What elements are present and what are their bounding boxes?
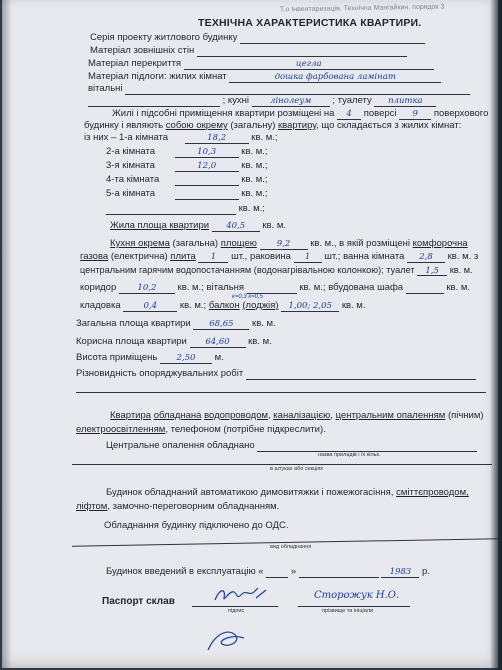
vitalni-field [125,83,470,95]
slab-field [184,58,434,70]
kitchen-stove-word: комфорочна [412,238,468,249]
ods-note: вид обладнання [270,544,312,550]
kitchen-text-4: шт., раковина [231,251,291,262]
vitalni-label: вітальні [88,83,123,94]
signature-mark [212,584,272,606]
room-6-unit: кв. м.; [238,203,265,214]
slab-value: цегла [295,59,322,69]
room-row-3 [106,160,268,172]
residential-text-5: (загальну) [230,120,276,131]
corridor-text-2: кв. м.; вбудована шафа [299,282,404,293]
walls-label: Матеріал зовнішніх стін [90,45,195,56]
toilet-floor-label: ; туалету [332,95,372,106]
finishing-row [76,368,476,380]
kitchen-gas-word: газова [80,251,109,262]
plate-count-field [198,251,228,263]
residential-text-1: Жилі і підсобні приміщення квартири розміщені на [112,108,335,119]
ods-label: Обладнання будинку підключено до ОДС. [104,520,289,531]
building-row-2 [76,501,279,513]
room-6-field [106,203,236,215]
equipped-stove-heating: (пічним) [447,410,484,421]
storage-text-1: кв. м.; [179,300,207,311]
floor-number-value: 4 [346,109,352,119]
living-area-label: Жила площа квартири [110,220,210,231]
storage-field [123,300,177,312]
kitchen-area-value: 9,2 [276,239,291,249]
header-bleed-text: Т.о Інвентаризація. Технічна Мангайкин. порядок 3 [279,3,445,14]
slab-row [88,58,434,70]
room-1-value: 18,2 [207,133,227,143]
height-value: 2,50 [176,353,196,363]
room-5-field [175,188,239,200]
series-row [90,32,425,44]
room-4-unit: кв. м.; [241,174,268,185]
corridor-text-1: кв. м.; вітальня [177,282,245,293]
vitalni-row [88,83,470,95]
room-4-label: 4-та кімната [106,174,160,185]
useful-area-field [190,336,246,348]
useful-area-label: Корисна площа квартири [76,336,187,347]
storage-label: кладовка [80,300,121,311]
finishing-label: Різновидність опоряджувальних робіт [76,368,244,379]
bath-value: 2,8 [419,252,433,262]
commissioning-month-field [299,566,379,578]
apartment-word: квартиру [278,120,317,131]
corridor-row [80,282,470,294]
rooms-intro-label: із них – 1-а кімната [84,132,168,143]
living-area-row [110,220,286,232]
total-area-value: 68,65 [209,319,234,329]
heating-field [257,440,477,452]
coefficient-note: к=0,3 к=0,5 [232,294,264,300]
kitchen-text-3: (електрична) [110,251,168,262]
balcony-field [281,300,339,312]
room-2-field [175,146,239,158]
toilet-floor-field [374,95,436,107]
equipped-phone: , телефоном (потрібне підкреслити). [165,424,326,435]
building-elevator: ліфтом [76,501,108,512]
passport-label: Паспорт склав [102,596,175,607]
floors-total-field [399,108,431,120]
height-field [160,352,212,364]
sink-count-value: 1 [304,252,311,262]
living-area-unit: кв. м. [262,220,287,231]
kitchen-floor-blank [88,95,220,107]
walls-field [197,45,407,57]
walls-row [90,45,407,57]
equipped-word: обладнана [153,410,202,421]
floor-label: Матеріал підлоги: жилих кімнат [88,71,227,82]
room-4-field [175,174,239,186]
loggia-word: (лоджія) [242,300,279,311]
residential-row-2 [84,120,461,132]
room-2-label: 2-а кімната [106,146,156,157]
kitchen-row-3 [80,264,473,276]
room-3-value: 12,0 [197,161,217,171]
equipped-row-2 [76,424,326,436]
height-label: Висота приміщень [76,352,158,363]
background-edge [490,0,502,670]
building-text-2: , замочно-переговорним обладнанням. [107,501,280,512]
commissioning-quote: » [290,566,297,577]
heating-line-2 [72,464,492,465]
kitchen-text-2: кв. м., в якій розміщені [310,238,410,249]
commissioning-year-field [381,566,419,578]
name-note: прізвище та ініціали [322,608,374,614]
kitchen-area-word: площею [220,238,257,249]
kitchen-plate-word: плита [170,251,196,262]
kitchen-row-2 [80,251,478,263]
passport-name: Сторожук Н.О. [314,590,400,601]
room-5-label: 5-а кімната [106,188,156,199]
room-3-field [175,160,239,172]
room-2-value: 10,3 [197,147,217,157]
signature-line [192,606,278,607]
equipped-lead: Квартира [110,410,152,421]
room-row-1 [84,132,278,144]
toilet-area-value: 1,5 [425,266,439,276]
total-area-field [193,318,249,330]
equipped-electricity: електроосвітленням [76,424,166,435]
room-3-unit: кв. м.; [241,160,268,171]
height-unit: м. [214,352,224,363]
sink-count-field [294,251,322,263]
room-row-2 [106,146,268,158]
kitchen-text-5: шт.; ванна кімната [324,251,405,262]
useful-area-row [76,336,272,348]
document-sheet [2,0,498,668]
room-1-field [185,132,249,144]
storage-text-2: кв. м. [341,300,366,311]
kitchen-floor-field [252,95,330,107]
building-garbage-chute: сміттєпроводом, [396,487,469,498]
kitchen-area-field [260,238,308,250]
separate-apartment-word: собою окрему [165,120,228,131]
commissioning-label: Будинок введений в експлуатацію « [106,566,264,577]
residential-text-6: , що складається з жилих кімнат: [316,120,462,131]
commissioning-row [106,566,430,578]
page-fold-shadow [2,0,12,668]
stray-ink-mark [202,620,252,660]
kitchen-row-1 [110,238,468,250]
floor-number-field [337,108,361,120]
height-row [76,352,224,364]
living-area-field [212,220,260,232]
residential-row-1 [112,108,488,120]
name-line [298,606,410,607]
page-title: ТЕХНІЧНА ХАРАКТЕРИСТИКА КВАРТИРИ. [198,17,422,29]
ods-row [104,520,289,532]
corridor-label: коридор [80,282,117,293]
balcony-value: 1,00; 2,05 [288,301,332,311]
useful-area-unit: кв. м. [248,336,272,347]
residential-text-2: поверсі [363,108,397,119]
slab-label: Матеріал перекриття [88,58,182,69]
kitchen-floor-row [88,95,436,107]
total-area-label: Загальна площа квартири [76,318,191,329]
kitchen-text-8: кв. м. [449,265,473,275]
toilet-area-field [417,264,447,276]
commissioning-year-value: 1983 [389,567,412,577]
equipped-row-1: Квартира обладнана водопроводом, каналізацією, центральним опаленням (пічним) [110,410,484,421]
kitchen-floor-value: лінолеум [270,96,312,106]
storage-row [80,300,365,312]
series-field [240,32,425,44]
series-label: Серія проекту житлового будинку [90,32,238,43]
bath-field [407,251,445,263]
heating-row [106,440,477,452]
equipped-sewer: каналізацією [273,410,331,421]
equipped-central-heating: центральним опаленням [335,410,446,421]
living-area-value: 40,5 [226,221,246,231]
room-3-label: 3-я кімната [106,160,155,171]
room-2-unit: кв. м.; [241,146,268,157]
floor-rooms-field [229,71,441,83]
signature-note: підпис [228,608,245,614]
room-row-6 [106,203,265,215]
floors-total-value: 9 [412,109,418,119]
kitchen-label: Кухня окрема [110,238,170,249]
useful-area-value: 64,60 [205,337,230,347]
finishing-line-2 [76,392,486,393]
corridor-field [119,282,175,294]
kitchen-text-1: (загальна) [172,238,219,249]
room-1-unit: кв. м.; [251,132,278,143]
kitchen-text-6: кв. м. з [447,251,479,262]
heating-note-1: назва приладів і їх кільк. [318,452,381,458]
room-5-unit: кв. м.; [241,188,268,199]
residential-text-3: поверхового [433,108,489,119]
total-area-row [76,318,276,330]
corridor-value: 10,2 [137,283,157,293]
balcony-word: балкон [208,300,240,311]
equipped-plumbing: водопроводом [204,410,269,421]
heating-label: Центральне опалення обладнано [106,440,255,451]
floor-rooms-value: дошка фарбована ламінат [274,72,396,82]
room-row-4 [106,174,268,186]
building-text-1: Будинок обладнаний автоматикою димовитяжки і пожежогасіння, [106,487,394,498]
residential-text-4: будинку і являють [84,120,164,131]
building-row-1 [106,487,469,499]
wardrobe-field [406,282,444,294]
storage-value: 0,4 [143,301,158,311]
kitchen-text-7: центральним гарячим водопостачанням (водонагрівальною колонкою); туалет [80,265,415,275]
heating-note-2: в штуках або секціях [270,466,324,472]
room-row-5 [106,188,268,200]
toilet-floor-value: плитка [388,96,423,106]
corridor-text-3: кв. м. [446,282,471,293]
finishing-field [246,368,476,380]
kitchen-floor-label: ; кухні [222,95,250,106]
plate-count-value: 1 [210,252,217,262]
commissioning-day-field [266,566,288,578]
floor-row [88,71,441,83]
commissioning-suffix: р. [422,566,430,577]
total-area-unit: кв. м. [252,318,276,329]
